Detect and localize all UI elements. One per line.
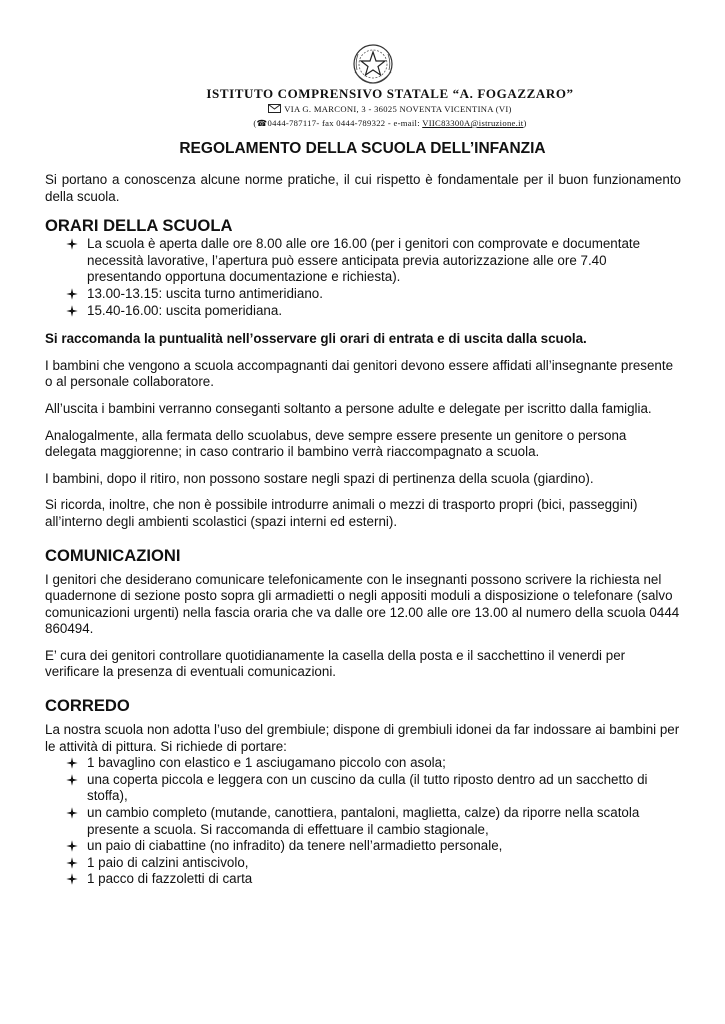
phone-icon: ☎ [256,118,268,128]
section-heading-corredo: CORREDO [45,696,130,716]
letterhead [190,42,590,134]
list-item: un paio di ciabattine (no infradito) da tenere nell’armadietto personale, [45,838,681,855]
section-heading-comunicazioni: COMUNICAZIONI [45,545,181,565]
intro-paragraph: Si portano a conoscenza alcune norme pratiche, il cui rispetto è fondamentale per il buon funzionamento della scuola. [45,172,681,204]
paragraph: Analogalmente, alla fermata dello scuolabus, deve sempre essere presente un genitore o persona delegata maggiorenne; in caso contrario il bambino verrà riaccompagnato a scuola. [45,427,627,460]
paragraph: Si ricorda, inoltre, che non è possibile introdurre animali o mezzi di trasporto propri (bici, passeggini) all’interno degli ambienti scolastici (spazi interni ed esterni). [45,497,638,529]
punctuality-notice: Si raccomanda la puntualità nell’osservare gli orari di entrata e di uscita dalla scuola. [45,331,587,347]
diamond-bullet-icon [66,238,78,250]
list-item: 1 pacco di fazzoletti di carta [45,871,681,888]
list-item: La scuola è aperta dalle ore 8.00 alle ore 16.00 (per i genitori con comprovate e documentate necessità lavorative, l’apertura può essere anticipata previa autorizzazione alle ore 7.40 presentando opportuna documentazione e richiesta). [45,236,681,286]
diamond-bullet-icon [66,873,78,885]
document-body [45,172,681,888]
emblem-icon [351,42,395,86]
diamond-bullet-icon [66,288,78,300]
paragraph: I bambini, dopo il ritiro, non possono sostare negli spazi di pertinenza della scuola (giardino). [45,470,594,486]
mail-icon [268,104,281,113]
contact-text: 0444-787117- fax 0444-789322 - e-mail: [267,118,423,128]
diamond-bullet-icon [66,774,78,786]
list-item: una coperta piccola e leggera con un cuscino da culla (il tutto riposto dentro ad un sacchetto di stoffa), [45,772,681,805]
diamond-bullet-icon [66,840,78,852]
institute-name: ISTITUTO COMPRENSIVO STATALE “A. FOGAZZARO” [206,86,574,101]
list-item: 1 paio di calzini antiscivolo, [45,855,681,872]
paragraph: La nostra scuola non adotta l’uso del grembiule; dispone di grembiuli idonei da far indossare ai bambini per le attività di pittura. Si richiede di portare: [45,722,680,754]
list-item: 13.00-13.15: uscita turno antimeridiano. [45,286,681,303]
diamond-bullet-icon [66,757,78,769]
paragraph: I genitori che desiderano comunicare telefonicamente con le insegnanti possono scrivere la richiesta nel quadernone di sezione posto sopra gli armadietti o negli appositi moduli a disposizione o telefonare (salvo comunicazioni urgenti) nella fascia oraria che va dalle ore 12.00 alle ore 13.00 al numero della scuola 0444 860494. [45,571,680,637]
corredo-bullet-list [45,755,681,888]
diamond-bullet-icon [66,305,78,317]
email-link[interactable]: VIIC83300A@istruzione.it [422,118,524,128]
paragraph: All’uscita i bambini verranno conseganti soltanto a persone adulte e delegate per iscritto dalla famiglia. [45,400,652,416]
paragraph: E’ cura dei genitori controllare quotidianamente la casella della posta e il sacchettino il venerdi per verificare la presenza di eventuali comunicazioni. [45,647,626,680]
contact-line: (☎0444-787117- fax 0444-789322 - e-mail: VIIC83300A@istruzione.it) [253,118,527,128]
document-title: REGOLAMENTO DELLA SCUOLA DELL’INFANZIA [179,140,546,157]
diamond-bullet-icon [66,807,78,819]
paragraph: I bambini che vengono a scuola accompagnanti dai genitori devono essere affidati all’insegnante presente o al personale collaboratore. [45,357,674,390]
list-item: 15.40-16.00: uscita pomeridiana. [45,303,681,320]
diamond-bullet-icon [66,857,78,869]
list-item: 1 bavaglino con elastico e 1 asciugamano piccolo con asola; [45,755,681,772]
list-item: un cambio completo (mutande, canottiera, pantaloni, maglietta, calze) da riporre nella scatola presente a scuola. Si raccomanda di effettuare il cambio stagionale, [45,805,681,838]
address-line [190,104,590,114]
address-text: VIA G. MARCONI, 3 - 36025 NOVENTA VICENTINA (VI) [284,104,512,114]
section-heading-orari: ORARI DELLA SCUOLA [45,216,233,236]
orari-bullet-list [45,236,681,319]
